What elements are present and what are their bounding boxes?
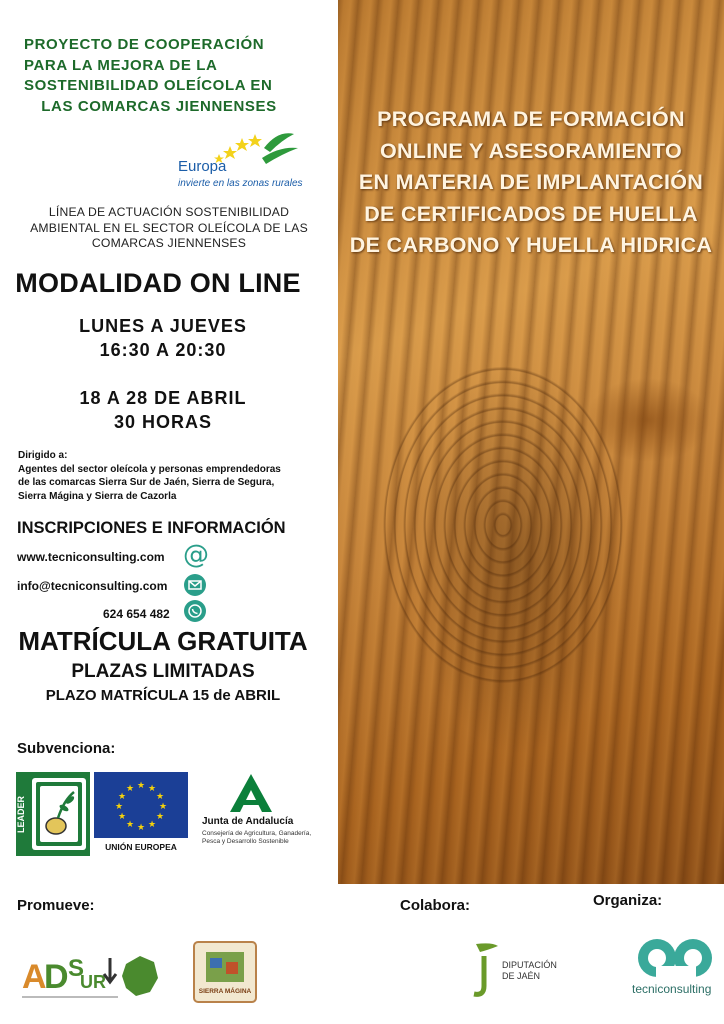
project-title-line: SOSTENIBILIDAD OLEÍCOLA EN (24, 77, 273, 94)
linea-actuacion (14, 205, 324, 252)
svg-text:D: D (44, 958, 69, 996)
date-range: 18 A 28 DE ABRIL (79, 388, 247, 408)
project-title-line: PROYECTO DE COOPERACIÓN (24, 36, 265, 53)
footer (0, 884, 724, 1024)
junta-logo-label: Junta de Andalucía (202, 816, 294, 827)
linea-actuacion-line: LÍNEA DE ACTUACIÓN SOSTENIBILIDAD (48, 205, 290, 219)
program-title-line: ONLINE Y ASESORAMIENTO (379, 138, 683, 163)
project-title (24, 35, 294, 117)
svg-text:★: ★ (136, 781, 146, 791)
linea-actuacion-line: AMBIENTAL EN EL SECTOR OLEÍCOLA DE LAS (30, 220, 308, 235)
schedule-hours: 16:30 A 20:30 (99, 340, 227, 360)
target-audience-heading: Dirigido a: (18, 450, 68, 461)
target-audience-line: Sierra Mágina y Sierra de Cazorla (18, 490, 177, 502)
svg-text:★: ★ (147, 784, 157, 794)
enrollment-free: MATRÍCULA GRATUITA (18, 626, 308, 656)
europa-logo-tagline: invierte en las zonas rurales (178, 178, 303, 189)
svg-text:UR: UR (80, 972, 106, 992)
course-duration: 30 HORAS (113, 412, 213, 432)
organiza-label: Organiza: (593, 892, 663, 909)
olive-wood-background (338, 0, 724, 884)
enrollment-deadline: PLAZO MATRÍCULA 15 de ABRIL (45, 687, 281, 704)
svg-text:★: ★ (136, 823, 146, 833)
svg-text:★: ★ (147, 820, 157, 830)
project-title-line: LAS COMARCAS JIENNENSES (41, 97, 277, 115)
adsur-logo (22, 946, 172, 1006)
svg-text:★: ★ (117, 792, 127, 802)
tecniconsulting-logo (632, 936, 722, 1002)
dates (0, 386, 326, 434)
sierra-magina-logo (192, 940, 258, 1004)
svg-text:★: ★ (125, 820, 135, 830)
target-audience-line: de las comarcas Sierra Sur de Jaén, Sierra de Segura, (18, 477, 275, 488)
program-title-line: DE CARBONO Y HUELLA HIDRICA (349, 233, 713, 257)
colabora-label: Colabora: (400, 897, 471, 914)
info-panel (0, 0, 338, 884)
junta-andalucia-logo (196, 772, 326, 856)
diputacion-line2: DE JAÉN (502, 971, 541, 981)
junta-emblem-icon (226, 772, 276, 814)
promueve-label: Promueve: (17, 897, 95, 914)
diputacion-jaen-logo (470, 940, 560, 1000)
svg-text:★: ★ (158, 802, 168, 812)
svg-text:★: ★ (117, 812, 127, 822)
target-audience-line: Agentes del sector oleícola y personas emprendedoras (18, 463, 281, 475)
envelope-icon (184, 574, 206, 596)
svg-text:★: ★ (114, 802, 124, 812)
europa-logo-name: Europa (178, 158, 227, 175)
project-title-line: PARA LA MEJORA DE LA (24, 56, 218, 74)
linea-actuacion-line: COMARCAS JIENNENSES (91, 236, 247, 250)
email-link[interactable]: info@tecniconsulting.com (17, 579, 168, 593)
target-audience (18, 449, 323, 503)
leader-emblem (32, 778, 86, 850)
program-title-line: PROGRAMA DE FORMACIÓN (377, 107, 685, 131)
sierra-magina-label: SIERRA MÁGINA (198, 988, 252, 995)
eu-logo-label: UNIÓN EUROPEA (105, 842, 177, 852)
program-title (338, 104, 724, 262)
website-link[interactable]: www.tecniconsulting.com (17, 550, 165, 564)
svg-text:★: ★ (155, 812, 165, 822)
subvenciona-heading: Subvenciona: (17, 740, 116, 757)
program-title-line: DE CERTIFICADOS DE HUELLA (364, 201, 698, 226)
at-icon: @ (183, 540, 209, 570)
eu-logo (94, 772, 188, 856)
fingerprint-icon (378, 360, 628, 690)
schedule (0, 314, 326, 362)
schedule-days: LUNES A JUEVES (79, 316, 247, 336)
svg-text:A: A (22, 958, 47, 996)
enrollment-limited: PLAZAS LIMITADAS (71, 661, 255, 682)
modalidad-heading: MODALIDAD ON LINE (15, 268, 301, 298)
phone-number[interactable]: 624 654 482 (103, 607, 170, 621)
diputacion-line1: DIPUTACIÓN (502, 960, 557, 970)
europa-logo (178, 128, 302, 192)
junta-logo-subtitle: Consejería de Agricultura, Ganadería, Pesca y Desarrollo Sostenible (202, 830, 312, 845)
leader-logo (16, 772, 90, 856)
eu-flag-icon (94, 772, 188, 838)
tecniconsulting-label: tecniconsulting (632, 982, 712, 996)
svg-text:★: ★ (155, 792, 165, 802)
leader-logo-label: LEADER (16, 795, 26, 833)
program-title-line: EN MATERIA DE IMPLANTACIÓN (358, 170, 704, 194)
whatsapp-icon (184, 600, 206, 622)
registration-heading: INSCRIPCIONES E INFORMACIÓN (17, 519, 286, 537)
svg-text:★: ★ (125, 784, 135, 794)
svg-text:S: S (68, 955, 85, 982)
